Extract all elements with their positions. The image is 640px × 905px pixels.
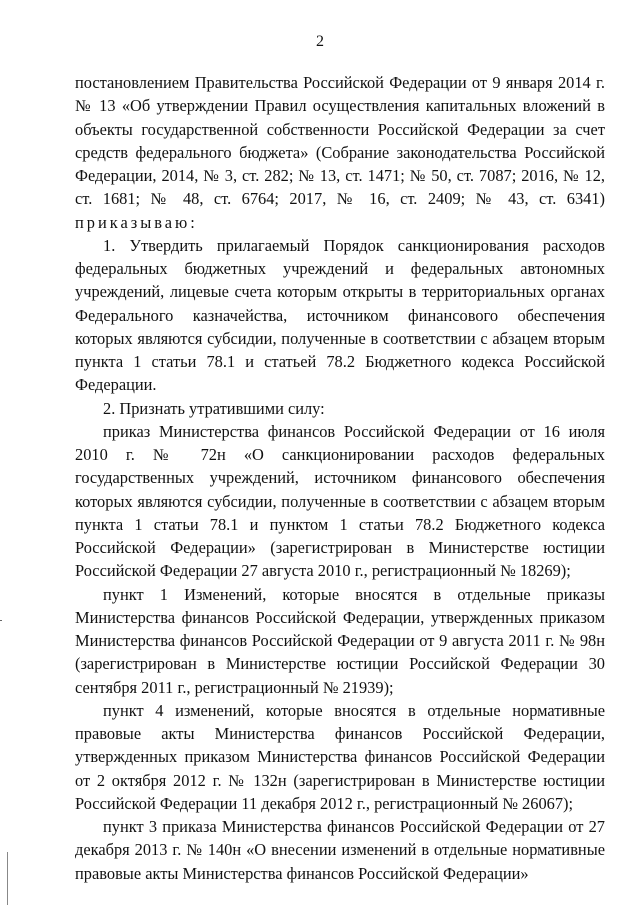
paragraph-text: :: [190, 212, 195, 232]
paragraph-order-98n: пункт 1 Изменений, которые вносятся в отдельные приказы Министерства финансов Российской Федерации, утвержденных приказом Министерства финансов Российской Федерации от 9 августа 2011 г. № 98н (зарегистрирован в Министерстве юстиции Российской Федерации 30 сентября 2011 г., регистрационный № 21939);: [75, 584, 605, 697]
scan-edge-line: [7, 852, 8, 905]
page-number: 2: [316, 33, 324, 50]
paragraph-order-140n: пункт 3 приказа Министерства финансов Российской Федерации от 27 декабря 2013 г. № 140н «О внесении изменений в отдельные нормативные правовые акты Министерства финансов Российской Федерации»: [75, 817, 605, 883]
paragraph-order-72n: приказ Министерства финансов Российской Федерации от 16 июля 2010 г. № 72н «О санкционировании расходов федеральных государственных учреждений, источником финансового обеспечения которых являются субсидии, полученные в соответствии с абзацем вторым пункта 1 статьи 78.1 и пунктом 1 статьи 78.2 Бюджетного кодекса Российской Федерации» (зарегистрирован в Министерстве юстиции Российской Федерации 27 августа 2010 г., регистрационный № 18269);: [75, 421, 605, 581]
paragraph-decree-reference: [75, 71, 605, 234]
scan-mark: [0, 620, 2, 621]
paragraph-text: постановлением Правительства Российской Федерации от 9 января 2014 г. № 13 «Об утверждении Правил осуществления капитальных вложений в объекты государственной собственности Российской Федерации за счет средств федерального бюджета» (Собрание законодательства Российской Федерации, 2014, № 3, ст. 282; № 13, ст. 1471; № 50, ст. 7087; 2016, № 12, ст. 1681; № 48, ст. 6764; 2017, № 16, ст. 2409; № 43, ст. 6341): [75, 73, 605, 209]
paragraph-item-2: 2. Признать утратившими силу:: [103, 398, 325, 418]
paragraph-item-1: 1. Утвердить прилагаемый Порядок санкционирования расходов федеральных бюджетных учреждений и федеральных автономных учреждений, лицевые счета которым открыты в территориальных органах Федерального казначейства, источником финансового обеспечения которых являются субсидии, полученные в соответствии с абзацем вторым пункта 1 статьи 78.1 и статьей 78.2 Бюджетного кодекса Российской Федерации.: [75, 235, 605, 395]
paragraph-order-132n: пункт 4 изменений, которые вносятся в отдельные нормативные правовые акты Министерства финансов Российской Федерации, утвержденных приказом Министерства финансов Российской Федерации от 2 октября 2012 г. № 132н (зарегистрирован в Министерстве юстиции Российской Федерации 11 декабря 2012 г., регистрационный № 26067);: [75, 700, 605, 813]
order-keyword: приказываю: [75, 212, 191, 232]
document-body: [75, 71, 605, 885]
